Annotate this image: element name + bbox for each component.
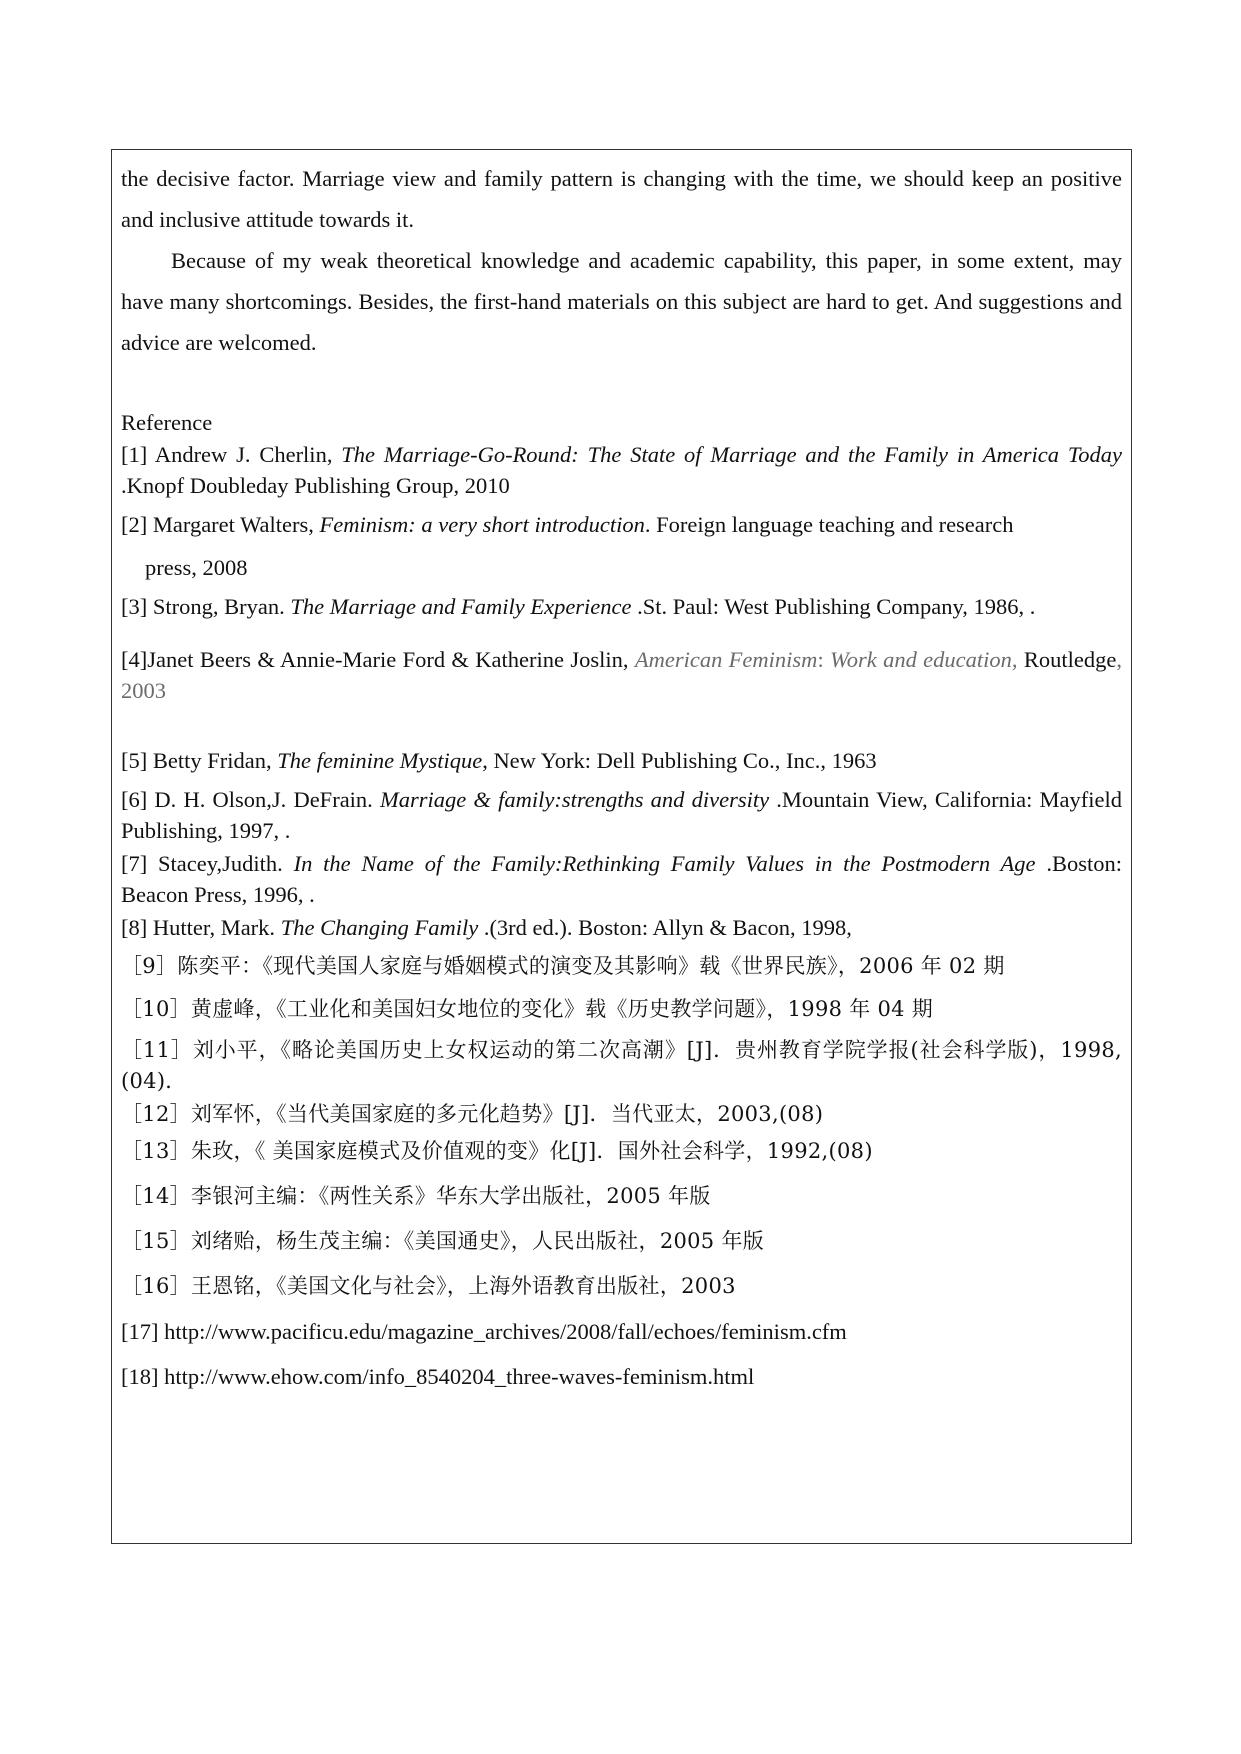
- paragraph-conclusion: the decisive factor. Marriage view and family pattern is changing with the time, we should keep an positive and inclusive attitude towards it.: [121, 166, 1122, 232]
- reference-item-3: [121, 591, 1122, 622]
- ref-7-authors: [7] Stacey,Judith.: [121, 851, 294, 876]
- reference-item-17: [17] http://www.pacificu.edu/magazine_archives/2008/fall/echoes/feminism.cfm: [121, 1319, 847, 1344]
- ref-4-year: , 2003: [121, 647, 1122, 703]
- ref-1-title: The Marriage-Go-Round: The State of Marriage and the Family in America Today: [341, 442, 1122, 467]
- reference-item-15: ［15］刘绪贻，杨生茂主编：《美国通史》，人民出版社，2005 年版: [121, 1229, 765, 1253]
- ref-5-title: The feminine Mystique: [277, 748, 483, 773]
- reference-item-2: [121, 509, 1122, 540]
- reference-item-9: ［9］陈奕平：《现代美国人家庭与婚姻模式的演变及其影响》载《世界民族》，2006 年 02 期: [121, 954, 1005, 978]
- ref-1-authors: [1] Andrew J. Cherlin,: [121, 442, 342, 467]
- ref-2-publisher: . Foreign language teaching and research: [644, 512, 1014, 537]
- reference-item-8: [121, 912, 1122, 943]
- ref-4-title: American Feminism: [634, 647, 818, 672]
- ref-7-publisher: .Boston: Beacon Press, 1996, .: [121, 851, 1122, 907]
- ref-6-authors: [6] D. H. Olson,J. DeFrain.: [121, 787, 380, 812]
- ref-3-publisher: .St. Paul: West Publishing Company, 1986, .: [631, 594, 1036, 619]
- reference-item-18: [18] http://www.ehow.com/info_8540204_three-waves-feminism.html: [121, 1364, 755, 1389]
- ref-8-publisher: .(3rd ed.). Boston: Allyn & Bacon, 1998,: [478, 915, 852, 940]
- ref-4-colon: :: [817, 647, 831, 672]
- paragraph-limitations: Because of my weak theoretical knowledge and academic capability, this paper, in some extent, may have many shortcomings. Besides, the first-hand materials on this subject are hard to get. And suggestions and advice are welcomed.: [121, 248, 1122, 355]
- reference-heading: Reference: [121, 410, 213, 435]
- reference-item-12: ［12］刘军怀，《当代美国家庭的多元化趋势》[J]．当代亚太，2003,(08): [121, 1102, 824, 1126]
- ref-6-title: Marriage & family:strengths and diversity: [379, 787, 770, 812]
- ref-3-authors: [3] Strong, Bryan.: [121, 594, 291, 619]
- reference-item-11: ［11］刘小平，《略论美国历史上女权运动的第二次高潮》[J]．贵州教育学院学报(社会科学版)，1998,(04)．: [121, 1038, 1122, 1093]
- ref-3-title: The Marriage and Family Experience: [290, 594, 632, 619]
- reference-item-2-continuation: press, 2008: [145, 555, 248, 580]
- ref-4-publisher: Routledge: [1017, 647, 1117, 672]
- reference-item-7: [121, 848, 1122, 910]
- ref-2-title: Feminism: a very short introduction: [319, 512, 645, 537]
- reference-item-1: [121, 439, 1122, 501]
- reference-item-4: [121, 644, 1122, 706]
- ref-4-subtitle: Work and education,: [830, 647, 1018, 672]
- reference-item-14: ［14］李银河主编：《两性关系》华东大学出版社，2005 年版: [121, 1184, 711, 1208]
- reference-item-13: ［13］朱玫，《 美国家庭模式及价值观的变》化[J]．国外社会科学，1992,(08): [121, 1139, 873, 1163]
- ref-2-authors: [2] Margaret Walters,: [121, 512, 320, 537]
- ref-7-title: In the Name of the Family:Rethinking Family Values in the Postmodern Age: [293, 851, 1036, 876]
- reference-item-5: [121, 745, 1122, 776]
- ref-1-publisher: .Knopf Doubleday Publishing Group, 2010: [121, 473, 510, 498]
- reference-item-6: [121, 784, 1122, 846]
- ref-5-publisher: , New York: Dell Publishing Co., Inc., 1963: [482, 748, 877, 773]
- reference-item-16: ［16］王恩铭，《美国文化与社会》，上海外语教育出版社，2003: [121, 1274, 736, 1298]
- reference-item-10: ［10］黄虚峰，《工业化和美国妇女地位的变化》载《历史教学问题》，1998 年 04 期: [121, 997, 934, 1021]
- ref-8-authors: [8] Hutter, Mark.: [121, 915, 281, 940]
- ref-8-title: The Changing Family: [280, 915, 479, 940]
- ref-5-authors: [5] Betty Fridan,: [121, 748, 278, 773]
- ref-4-authors: [4]Janet Beers & Annie-Marie Ford & Katherine Joslin,: [121, 647, 635, 672]
- ref-6-publisher: .Mountain View, California: Mayfield Publishing, 1997, .: [121, 787, 1122, 843]
- document-body: [121, 158, 1122, 1392]
